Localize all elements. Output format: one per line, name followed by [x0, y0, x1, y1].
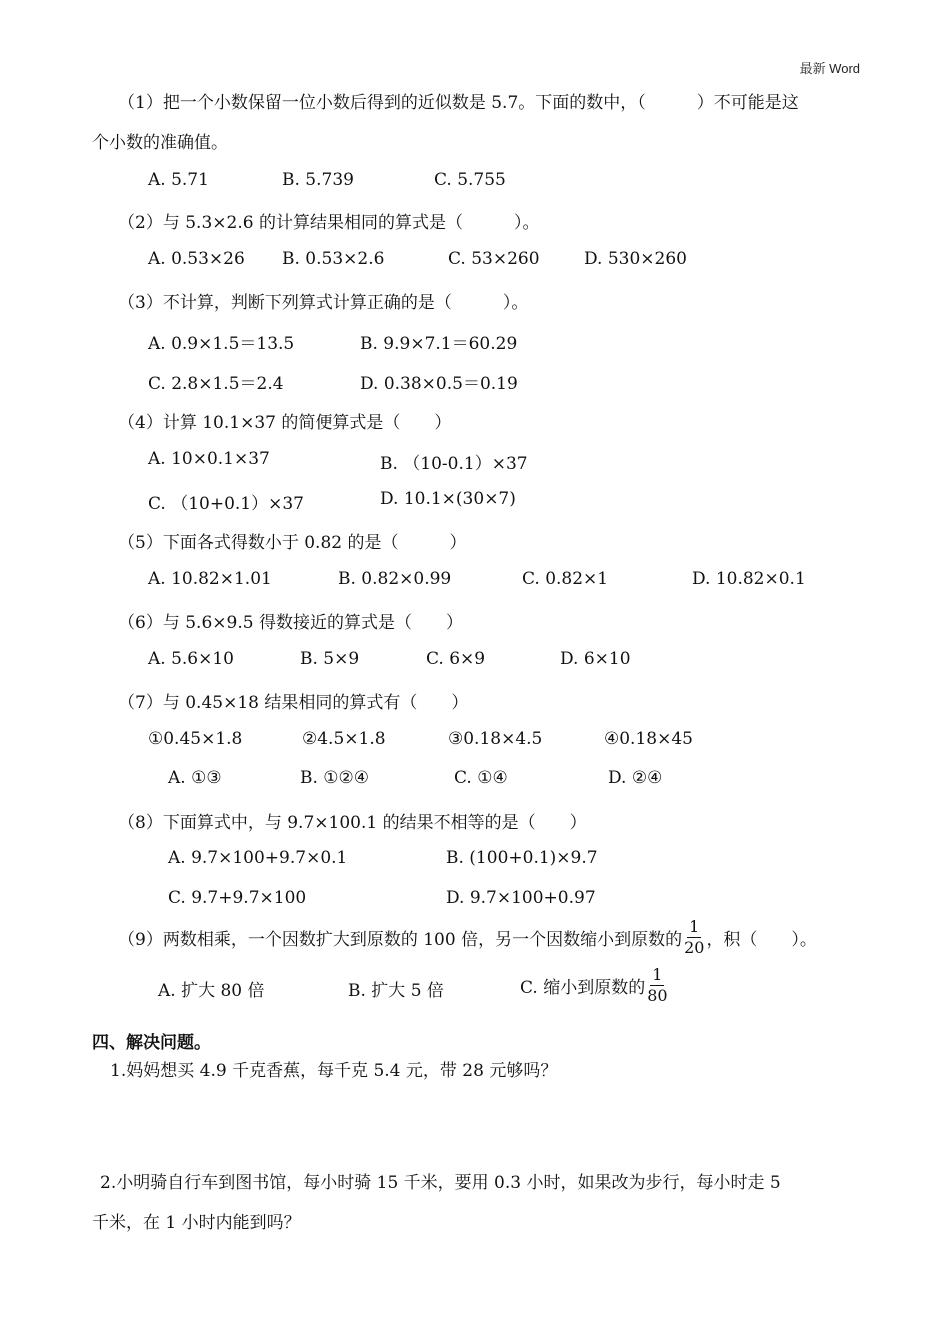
q5-option-d: D. 10.82×0.1 [692, 569, 806, 589]
q7-option-c: C. ①④ [454, 768, 508, 788]
question-2-stem: （2）与 5.3×2.6 的计算结果相同的算式是（ ）。 [118, 213, 540, 233]
q9-stem-after: ，积（ ）。 [706, 929, 817, 950]
question-1-line-1: （1）把一个小数保留一位小数后得到的近似数是 5.7。下面的数中，（ ）不可能是这 [118, 93, 799, 113]
question-1-line-2: 个小数的准确值。 [92, 133, 228, 153]
q1-option-c: C. 5.755 [434, 170, 506, 190]
q5-option-c: C. 0.82×1 [522, 569, 609, 589]
q3-option-b: B. 9.9×7.1＝60.29 [360, 334, 518, 354]
problem-2-line-2: 千米，在 1 小时内能到吗？ [92, 1213, 301, 1233]
q7-item-1: ①0.45×1.8 [148, 729, 243, 749]
question-4-stem: （4）计算 10.1×37 的简便算式是（ ） [118, 413, 452, 433]
q3-option-a: A. 0.9×1.5＝13.5 [148, 334, 295, 354]
q2-option-b: B. 0.53×2.6 [282, 249, 385, 269]
q4-option-a: A. 10×0.1×37 [148, 449, 270, 469]
q6-option-c: C. 6×9 [426, 649, 486, 669]
q9-option-b: B. 扩大 5 倍 [348, 981, 444, 1001]
q9-fraction-numerator: 1 [689, 916, 700, 936]
q6-option-d: D. 6×10 [560, 649, 631, 669]
question-6-stem: （6）与 5.6×9.5 得数接近的算式是（ ） [118, 613, 463, 633]
question-7-stem: （7）与 0.45×18 结果相同的算式有（ ） [118, 693, 469, 713]
q9-stem-before: （9）两数相乘，一个因数扩大到原数的 100 倍，另一个因数缩小到原数的 [118, 929, 683, 950]
q7-item-4: ④0.18×45 [604, 729, 693, 749]
q2-option-c: C. 53×260 [448, 249, 540, 269]
q7-option-d: D. ②④ [608, 768, 663, 788]
q2-option-a: A. 0.53×26 [148, 249, 245, 269]
q4-option-c: C. （10+0.1）×37 [148, 494, 304, 514]
problem-2-line-1: 2.小明骑自行车到图书馆，每小时骑 15 千米，要用 0.3 小时，如果改为步行，每小时走 5 [100, 1173, 781, 1193]
q2-option-d: D. 530×260 [584, 249, 687, 269]
q9-option-c-numerator: 1 [652, 964, 663, 984]
q7-option-b: B. ①②④ [300, 768, 370, 788]
q1-option-a: A. 5.71 [148, 170, 209, 190]
q3-option-c: C. 2.8×1.5＝2.4 [148, 374, 284, 394]
problem-1: 1.妈妈想买 4.9 千克香蕉，每千克 5.4 元，带 28 元够吗？ [110, 1061, 558, 1081]
q9-option-a: A. 扩大 80 倍 [158, 981, 265, 1001]
q9-option-c-fraction [647, 964, 668, 1005]
question-3-stem: （3）不计算，判断下列算式计算正确的是（ ）。 [118, 293, 529, 313]
q7-item-3: ③0.18×4.5 [448, 729, 543, 749]
q8-option-a: A. 9.7×100+9.7×0.1 [168, 848, 348, 868]
q6-option-a: A. 5.6×10 [148, 649, 234, 669]
q4-option-b: B. （10-0.1）×37 [380, 454, 528, 474]
q1-option-b: B. 5.739 [282, 170, 354, 190]
q6-option-b: B. 5×9 [300, 649, 360, 669]
header-label: 最新 Word [799, 61, 860, 76]
q5-option-a: A. 10.82×1.01 [148, 569, 272, 589]
q7-item-2: ②4.5×1.8 [302, 729, 386, 749]
q8-option-b: B. (100+0.1)×9.7 [446, 848, 598, 868]
q4-option-d: D. 10.1×(30×7) [380, 489, 516, 509]
q9-option-c-denominator: 80 [647, 985, 668, 1005]
q8-option-c: C. 9.7+9.7×100 [168, 888, 307, 908]
q8-option-d: D. 9.7×100+0.97 [446, 888, 596, 908]
q5-option-b: B. 0.82×0.99 [338, 569, 452, 589]
question-8-stem: （8）下面算式中，与 9.7×100.1 的结果不相等的是（ ） [118, 813, 587, 833]
question-5-stem: （5）下面各式得数小于 0.82 的是（ ） [118, 533, 467, 553]
q7-option-a: A. ①③ [168, 768, 222, 788]
q9-option-c-text: C. 缩小到原数的 [520, 977, 646, 998]
section-4-title: 四、解决问题。 [92, 1033, 211, 1053]
question-9-stem [118, 914, 817, 960]
q3-option-d: D. 0.38×0.5＝0.19 [360, 374, 518, 394]
q9-fraction [684, 916, 705, 957]
q9-option-c [520, 962, 670, 1008]
q9-fraction-denominator: 20 [684, 937, 705, 957]
